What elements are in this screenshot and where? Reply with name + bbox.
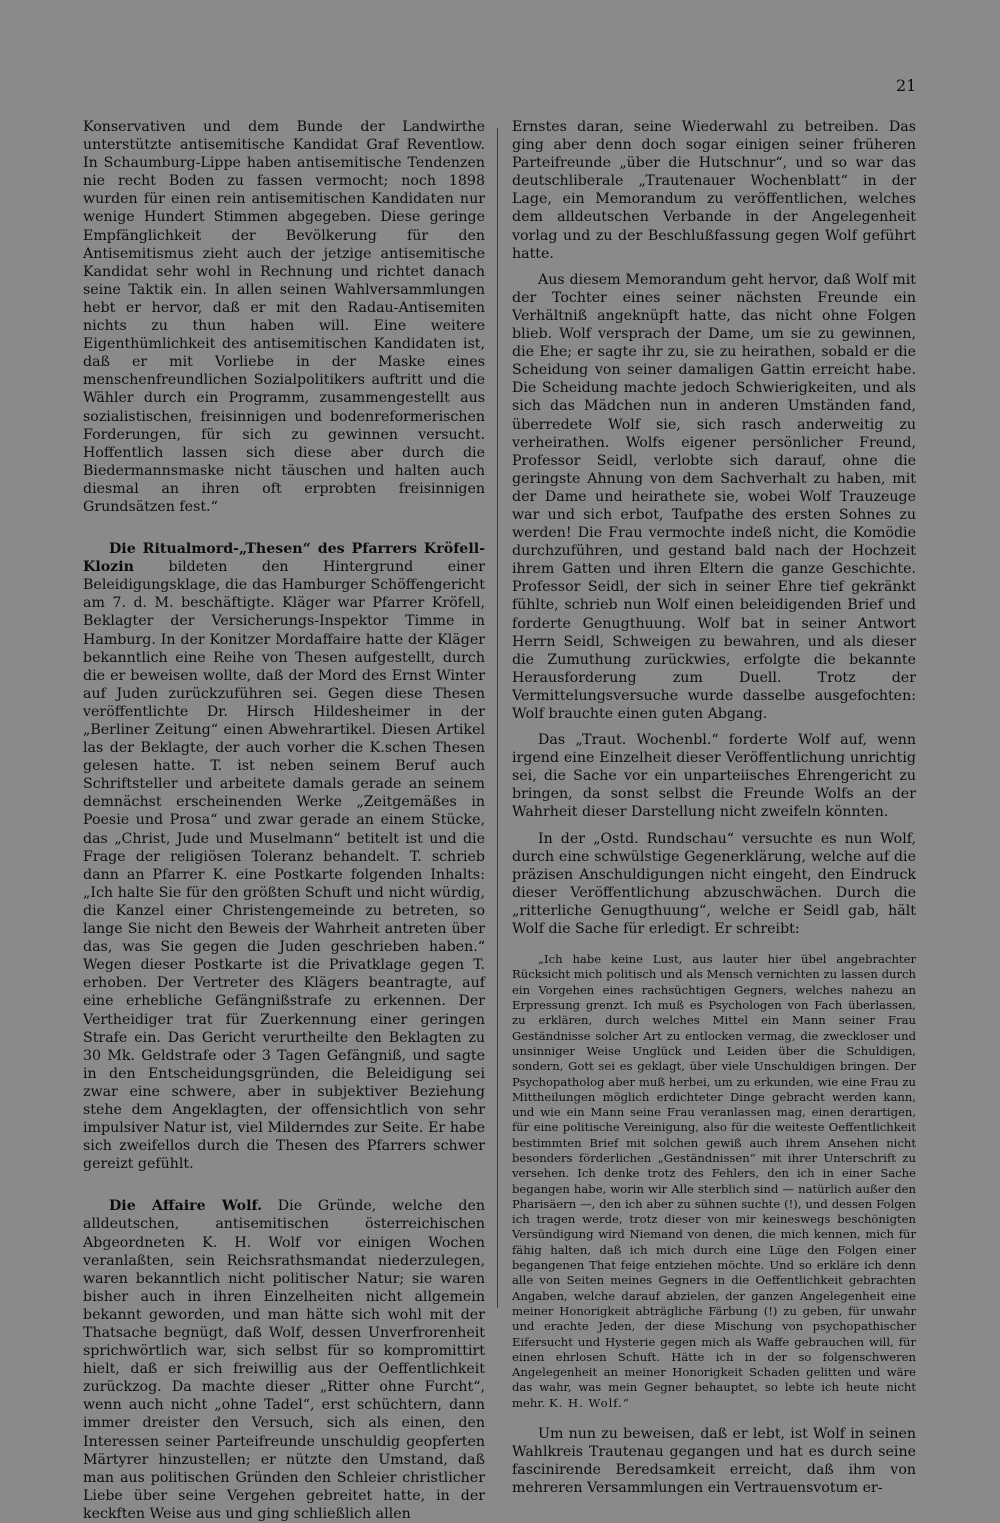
quote-signature: K. H. Wolf.“ bbox=[548, 1395, 630, 1410]
body-ritualmord: bildeten den Hintergrund einer Beleidigungsklage, die das Hamburger Schöffengericht am 7. d. M. beschäftigte. Kläger war Pfarrer Kröfell, Beklagter der Versicherungs-Inspektor Timme in Hamburg. In der Konitzer Mordaffaire hatte der Kläger bekanntlich eine Reihe von Thesen aufgestellt, durch die er beweisen wollte, daß der Mord des Ernst Winter auf Juden zurückzuführen sei. Gegen diese Thesen veröffentlichte Dr. Hirsch Hildesheimer in der „Berliner Zeitung“ einen Abwehrartikel. Diesen Artikel las der Beklagte, der auch vorher die K.schen Thesen gelesen hatte. T. ist neben seinem Beruf auch Schriftsteller und arbeitete damals gerade an seinem demnächst erscheinenden Werke „Zeitgemäßes in Poesie und Prosa“ und zwar gerade an einem Stücke, das „Christ, Jude und Muselmann“ betitelt ist und die Frage der religiösen Toleranz behandelt. T. schrieb dann an Pfarrer K. eine Postkarte folgenden Inhalts: „Ich halte Sie für den größten Schuft und nicht würdig, die Kanzel einer Christengemeinde zu betreten, so lange Sie nicht den Beweis der Wahrheit antreten über das, was Sie gegen die Juden geschrieben haben.“ Wegen dieser Postkarte ist die Privatklage gegen T. erhoben. Der Vertreter des Klägers beantragte, auf eine erhebliche Gefängnißstrafe zu erkennen. Der Vertheidiger trat für Zuerkennung einer geringen Strafe ein. Das Gericht verurtheilte den Beklagten zu 30 Mk. Geldstrafe oder 3 Tagen Gefängniß, und sagte in den Entscheidungsgründen, die Beleidigung sei zwar eine schwere, aber in subjektiver Beziehung stehe dem Angeklagten, der offensichtlich von sehr impulsiver Natur ist, viel Milderndes zur Seite. Er habe sich zweifellos durch die Thesen des Pfarrers schwer gereizt gefühlt. bbox=[83, 559, 485, 1173]
article-affaire-wolf bbox=[83, 1197, 485, 1523]
headline-ritualmord: Die Ritualmord-„Thesen“ des Pfarrers Kröfell-Klozin bbox=[83, 541, 485, 576]
body-affaire-wolf: Die Gründe, welche den alldeutschen, antisemitischen österreichischen Abgeordneten K. H. Wolf vor einigen Wochen veranlaßten, sein Reichsrathsmandat niederzulegen, waren bekanntlich nicht politischer Natur; sie waren bisher auch in ihren Einzelheiten nicht allgemein bekannt geworden, und man hätte sich wohl mit der Thatsache begnügt, daß Wolf, dessen Unverfrorenheit sprichwörtlich war, sich selbst für so kompromittirt hielt, daß er sich freiwillig aus der Oeffentlichkeit zurückzog. Da machte dieser „Ritter ohne Furcht“, wenn auch nicht „ohne Tadel“, erst schüchtern, dann immer dreister den Versuch, sich als einen, den Interessen seiner Parteifreunde unschuldig geopferten Märtyrer hinzustellen; er nützte den Umstand, daß man aus politischen Gründen den Schleier christlicher Liebe über seine Vergehen gebreitet hatte, in der keckften Weise aus und ging schließlich allen bbox=[83, 1198, 485, 1522]
article-continuation: Konservativen und dem Bunde der Landwirthe unterstützte antisemitische Kandidat Graf Reventlow. In Schaumburg-Lippe haben antisemitische Tendenzen nie recht Boden zu fassen vermocht; noch 1898 wurden für einen rein antisemitischen Kandidaten nur wenige Hundert Stimmen abgegeben. Diese geringe Empfänglichkeit der Bevölkerung für den Antisemitismus zieht auch der jetzige antisemitische Kandidat sehr wohl in Rechnung und richtet danach seine Taktik ein. In allen seinen Wahlversammlungen hebt er hervor, daß er mit den Radau-Antisemiten nichts zu thun haben will. Eine weitere Eigenthümlichkeit des antisemitischen Kandidaten ist, daß er mit Vorliebe in der Maske eines menschenfreundlichen Sozialpolitikers auftritt und die Wähler durch ein Programm, zusammengestellt aus sozialistischen, freisinnigen und bodenreformerischen Forderungen, für sich zu gewinnen versucht. Hoffentlich lassen sich diese aber durch die Biedermannsmaske nicht täuschen und halten auch diesmal an ihren oft erprobten freisinnigen Grundsätzen fest.“ bbox=[83, 119, 485, 515]
column-divider bbox=[497, 128, 498, 1308]
left-column bbox=[83, 118, 485, 1523]
paragraph-trautenau: Um nun zu beweisen, daß er lebt, ist Wolf in seinen Wahlkreis Trautenau gegangen und hat es durch seine fascinirende Beredsamkeit erreicht, daß ihm von mehreren Versammlungen ein Vertrauensvotum er- bbox=[512, 1426, 916, 1497]
wolf-statement-quote bbox=[512, 952, 916, 1411]
paragraph-wiederwahl: Ernstes daran, seine Wiederwahl zu betreiben. Das ging aber denn doch sogar einigen seiner früheren Parteifreunde „über die Hutschnur“, und so war das deutschliberale „Trautenauer Wochenblatt“ in der Lage, ein Memorandum zu veröffentlichen, welches dem alldeutschen Verbande in der Angelegenheit vorlag und zu der Beschlußfassung gegen Wolf geführt hatte. bbox=[512, 119, 916, 262]
paragraph-memorandum: Aus diesem Memorandum geht hervor, daß Wolf mit der Tochter eines seiner nächsten Freunde ein Verhältniß angeknüpft hatte, das nicht ohne Folgen blieb. Wolf versprach der Dame, um sie zu gewinnen, die Ehe; er sagte ihr zu, sie zu heirathen, sobald er die Scheidung von seiner damaligen Gattin erreicht habe. Die Scheidung machte jedoch Schwierigkeiten, und als sich das Mädchen nun in anderen Umständen fand, überredete Wolf sie, sich rasch anderweitig zu verheirathen. Wolfs eigener persönlicher Freund, Professor Seidl, verlobte sich darauf, ohne die geringste Ahnung von dem Sachverhalt zu haben, mit der Dame und heirathete sie, wobei Wolf Trauzeuge war und sich erbot, Taufpathe des ersten Sohnes zu werden! Die Frau vermochte indeß nicht, die Komödie durchzuführen, und gestand bald nach der Hochzeit ihrem Gatten und ihren Eltern die ganze Geschichte. Professor Seidl, der sich in seiner Ehre tief gekränkt fühlte, schrieb nun Wolf einen beleidigenden Brief und forderte Genugthuung. Wolf bat in seiner Antwort Herrn Seidl, Schweigen zu bewahren, und als dieser die Zumuthung zurückwies, erfolgte die bekannte Herausforderung zum Duell. Trotz der Vermittelungsversuche wurde dasselbe ausgefochten: Wolf brauchte einen guten Abgang. bbox=[512, 271, 916, 722]
right-column bbox=[512, 118, 916, 1497]
page-number: 21 bbox=[896, 76, 917, 95]
headline-affaire-wolf: Die Affaire Wolf. bbox=[109, 1198, 263, 1215]
paragraph-wochenblatt: Das „Traut. Wochenbl.“ forderte Wolf auf, wenn irgend eine Einzelheit dieser Veröffentlichung unrichtig sei, die Sache vor ein unparteiisches Ehrengericht zu bringen, da sonst selbst die Freunde Wolfs an der Wahrheit dieser Darstellung nicht zweifeln könnten. bbox=[512, 732, 916, 821]
quote-body: „Ich habe keine Lust, aus lauter hier übel angebrachter Rücksicht mich politisch und als Mensch vernichten zu lassen durch ein Vorgehen eines rachsüchtigen Gegners, welches nahezu an Erpressung grenzt. Ich muß es Psychologen von Fach überlassen, zu erklären, durch welches Mittel ein Mann seiner Frau Geständnisse solcher Art zu entlocken vermag, die zweckloser und unsinniger Weise Unglück und Leiden über die Schuldigen, sondern, Gott sei es geklagt, über viele Unschuldigen bringen. Der Psychopatholog aber muß herbei, um zu erkunden, wie eine Frau zu Mittheilungen möglich erdichteter Dinge gebracht werden kann, und wie ein Mann seine Frau veranlassen mag, einen derartigen, für eine politische Vereinigung, also für die weiteste Oeffentlichkeit bestimmten Brief mit solchen gewiß auch ihrem Ansehen nicht besonders förderlichen „Geständnissen“ mit ihrer Unterschrift zu versehen. Ich denke trotz des Fehlers, den ich in einer Sache begangen habe, worin wir Alle sterblich sind — natürlich außer den Pharisäern —, den ich aber zu sühnen suchte (!), und dessen Folgen ich tragen werde, trotz dieser von mir keineswegs beschönigten Versündigung wird Niemand von denen, die mich kennen, mich für fähig halten, daß ich mich durch eine Lüge den Folgen einer begangenen That feige entziehen möchte. Und so erkläre ich denn alle von Seiten meines Gegners in die Oeffentlichkeit gebrachten Angaben, welche darauf abzielen, der ganzen Angelegenheit eine meiner Honorigkeit abträgliche Färbung (!) zu geben, für unwahr und erachte Jeden, der diese Mischung von psychopathischer Eifersucht und Hysterie gegen mich als Waffe gebrauchen will, für einen ehrlosen Schuft. Hätte ich in der so folgenschweren Angelegenheit an meiner Honorigkeit Schaden gelitten und wäre das wahr, was mein Gegner behauptet, so lebte ich heute nicht mehr. bbox=[512, 952, 916, 1410]
article-ritualmord bbox=[83, 540, 485, 1173]
paragraph-rundschau: In der „Ostd. Rundschau“ versuchte es nun Wolf, durch eine schwülstige Gegenerklärung, welche auf die präzisen Anschuldigungen nicht eingeht, den Eindruck dieser Veröffentlichung abzuschwächen. Durch die „ritterliche Genugthuung“, welche er Seidl gab, hält Wolf die Sache für erledigt. Er schreibt: bbox=[512, 830, 916, 938]
